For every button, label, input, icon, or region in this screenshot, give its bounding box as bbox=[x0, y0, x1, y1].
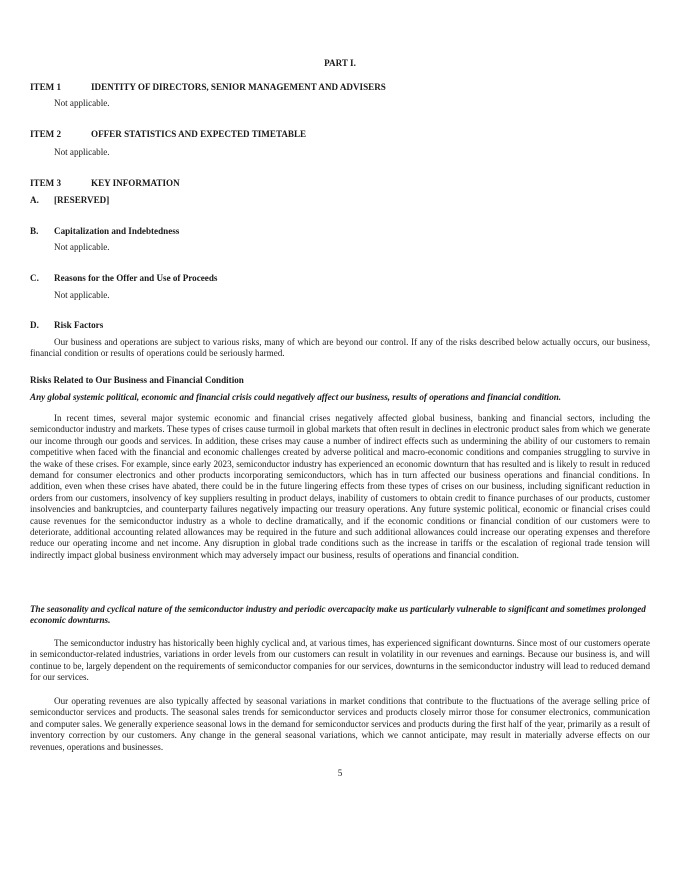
item-1-body: Not applicable. bbox=[54, 98, 110, 108]
risk-1-heading: Any global systemic political, economic and financial crisis could negatively affect our business, results of operations and financial condition. bbox=[30, 392, 562, 402]
section-a-title: [RESERVED] bbox=[54, 195, 110, 205]
section-c-body: Not applicable. bbox=[54, 290, 110, 300]
risk-2-body-1: The semiconductor industry has historically been highly cyclical and, at various times, has experienced significant downturns. Since most of our customers operate in semiconductor-related industries, variations in order levels from our customers can result in volatility in our revenues and earnings. Because our business is, and will continue to be, largely dependent on the requirements of semiconductor companies for our services, downturns in the semiconductor industry will lead to reduced demand for our services. bbox=[30, 638, 650, 683]
part-title: PART I. bbox=[324, 58, 356, 68]
item-2-title: OFFER STATISTICS AND EXPECTED TIMETABLE bbox=[91, 129, 307, 139]
risk-1-body: In recent times, several major systemic economic and financial crises negatively affected global business, banking and financial sectors, including the semiconductor industry and markets. These types of crises cause turmoil in global markets that often result in declines in electronic product sales from which we generate our income through our goods and services. In addition, these crises may cause a number of indirect effects such as undermining the ability of our customers to remain competitive when faced with the financial and economic challenges created by adverse political and macro-economic conditions and companies struggling to survive in the wake of these crises. For example, since early 2023, semiconductor industry has experienced an economic downturn that has resulted and is likely to result in reduced demand for consumer electronics and other products incorporating semiconductors, which has in turn affected our business operations and financial conditions. In addition, even when these crises have abated, there could be in the future lingering effects from these types of crises on our business, including significant reduction in orders from our customers, insolvency of key suppliers resulting in product delays, inability of customers to obtain credit to finance purchases of our products, customer insolvencies and bankruptcies, and counterparty failures negatively impacting our treasury operations. Any future systemic political, economic or financial crises could cause revenues for the semiconductor industry as a whole to decline dramatically, and if the economic conditions or financial condition of our customers were to deteriorate, additional accounting related allowances may be required in the future and such additional allowances could increase our operating expenses and therefore reduce our operating income and net income. Any disruption in global trade conditions such as the increase in tariffs or the escalation of regional trade tension will indirectly impact global business environment which may adversely impact our business, results of operations and financial condition. bbox=[30, 413, 650, 560]
item-3-title: KEY INFORMATION bbox=[91, 178, 180, 188]
section-a-letter: A. bbox=[30, 195, 39, 205]
section-c-title: Reasons for the Offer and Use of Proceeds bbox=[54, 273, 218, 283]
item-1-title: IDENTITY OF DIRECTORS, SENIOR MANAGEMENT AND ADVISERS bbox=[91, 82, 386, 92]
section-d-intro: Our business and operations are subject to various risks, many of which are beyond our control. If any of the risks described below actually occurs, our business, financial condition or results of operations could be seriously harmed. bbox=[30, 337, 650, 359]
section-c-letter: C. bbox=[30, 273, 39, 283]
item-3-number: ITEM 3 bbox=[30, 178, 62, 188]
item-2-number: ITEM 2 bbox=[30, 129, 62, 139]
section-b-title: Capitalization and Indebtedness bbox=[54, 226, 180, 236]
section-d-title: Risk Factors bbox=[54, 320, 104, 330]
page-number: 5 bbox=[337, 768, 343, 778]
risk-2-heading: The seasonality and cyclical nature of the semiconductor industry and periodic overcapacity make us particularly vulnerable to significant and sometimes prolonged economic downturns. bbox=[30, 604, 646, 626]
item-1-number: ITEM 1 bbox=[30, 82, 62, 92]
risk-section-heading: Risks Related to Our Business and Financial Condition bbox=[30, 375, 244, 385]
item-2-body: Not applicable. bbox=[54, 147, 110, 157]
risk-2-body-2: Our operating revenues are also typically affected by seasonal variations in market conditions that contribute to the fluctuations of the average selling price of semiconductor services and products. The seasonal sales trends for semiconductor services and products closely mirror those for consumer electronics, communication and computer sales. We generally experience seasonal lows in the demand for semiconductor services and products during the first half of the year, primarily as a result of inventory correction by our customers. Any change in the general seasonal variations, which we cannot anticipate, may result in materially adverse effects on our revenues, operations and businesses. bbox=[30, 696, 650, 752]
section-b-body: Not applicable. bbox=[54, 242, 110, 252]
section-d-letter: D. bbox=[30, 320, 39, 330]
section-b-letter: B. bbox=[30, 226, 39, 236]
document-page bbox=[30, 0, 650, 880]
